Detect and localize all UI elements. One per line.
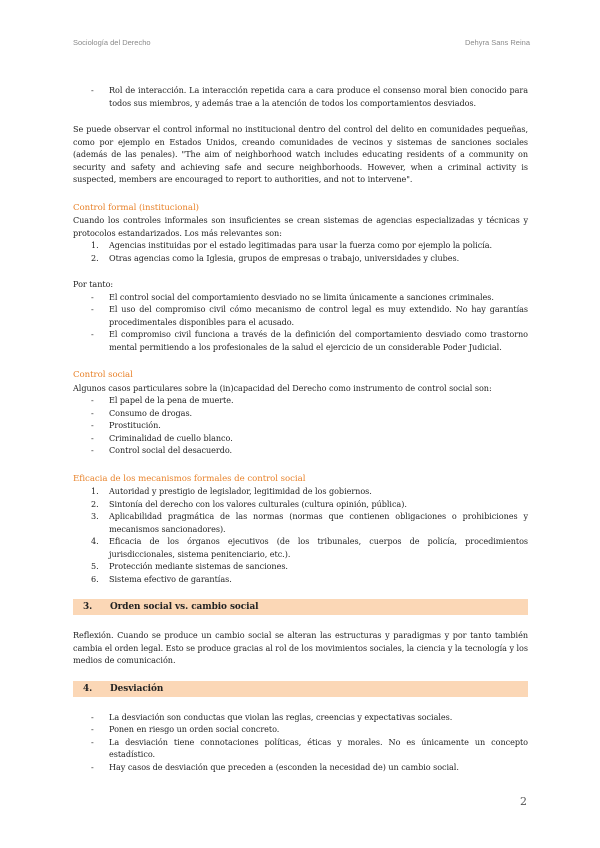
list-item: 5. Protección mediante sistemas de sanciones. (91, 561, 288, 571)
list-item: 1. Autoridad y prestigio de legislador, legitimidad de los gobiernos. (91, 486, 372, 496)
list-item: - Prostitución. (73, 419, 528, 432)
list-desviacion (73, 711, 528, 774)
list-item: 1. Agencias instituidas por el estado legitimadas para usar la fuerza como por ejemplo la policía. (91, 240, 493, 250)
list-item: 3. Aplicabilidad pragmática de las normas (normas que contienen obligaciones o prohibiciones y mecanismos sancionadores). (91, 511, 528, 534)
list-item: - Control social del desacuerdo. (73, 444, 528, 457)
list-item: - La desviación son conductas que violan las reglas, creencias y expectativas sociales. (73, 711, 528, 724)
list-item: - El compromiso civil funciona a través de la definición del comportamiento desviado como trastorno mental permitiendo a los profesionales de la salud el ejercicio de un considerable Poder Judicial. (73, 328, 528, 353)
intro-list (73, 84, 528, 109)
section-number: 3. (83, 602, 93, 612)
list-item: 4. Eficacia de los órganos ejecutivos (de los tribunales, cuerpos de policía, procedimientos jurisdiccionales, sistema penitenciario, etc.). (91, 536, 528, 559)
section-heading-orden-social (73, 599, 528, 615)
running-header-left: Sociología del Derecho (73, 38, 151, 47)
list-item: - La desviación tiene connotaciones políticas, éticas y morales. No es únicamente un concepto estadístico. (73, 736, 528, 761)
list-eficacia (73, 485, 528, 585)
list-item: - Criminalidad de cuello blanco. (73, 432, 528, 445)
page-number: 2 (520, 795, 527, 808)
list-item: 2. Sintonía del derecho con los valores culturales (cultura opinión, pública). (91, 498, 407, 509)
list-item: - El control social del comportamiento desviado no se limita únicamente a sanciones criminales. (73, 291, 528, 304)
paragraph-control-social: Algunos casos particulares sobre la (in)capacidad del Derecho como instrumento de control social son: (73, 382, 492, 393)
list-control-social (73, 394, 528, 457)
section-heading-desviacion (73, 681, 528, 697)
running-header-right: Dehyra Sans Reina (464, 38, 530, 47)
heading-control-formal: Control formal (institucional) (73, 202, 199, 213)
list-item: - El uso del compromiso civil cómo mecanismo de control legal es muy extendido. No hay garantías procedimentales disponibles para el acusado. (73, 303, 528, 328)
heading-eficacia: Eficacia de los mecanismos formales de control social (73, 473, 306, 484)
section-title: Desviación (110, 683, 164, 694)
list-item: 2. Otras agencias como la Iglesia, grupos de empresas o trabajo, universidades y clubes. (91, 252, 460, 263)
list-item: - Hay casos de desviación que preceden a (esconden la necesidad de) un cambio social. (73, 761, 528, 774)
list-item: - Rol de interacción. La interacción repetida cara a cara produce el consenso moral bien conocido para todos sus miembros, y además trae a la atención de todos los comportamientos desviados. (73, 84, 528, 109)
section-title: Orden social vs. cambio social (110, 602, 259, 612)
list-item: - Consumo de drogas. (73, 407, 528, 420)
paragraph-neighborhood-watch: Se puede observar el control informal no institucional dentro del control del delito en comunidades pequeñas, como por ejemplo en Estados Unidos, creando comunidades de vecinos y sistemas de sanciones sociales (además de las penales). "The aim of neighborhood watch includes educating residents of a community on security and safety and achieving safe and secure neighborhoods. However, when a criminal activity is suspected, members are encouraged to report to authorities, and not to intervene". (73, 124, 528, 184)
list-item: 6. Sistema efectivo de garantías. (91, 573, 232, 584)
label-por-tanto: Por tanto: (73, 279, 114, 289)
list-control-formal (73, 239, 528, 264)
heading-control-social: Control social (73, 370, 133, 380)
list-item: - El papel de la pena de muerte. (73, 394, 528, 407)
list-item: - Ponen en riesgo un orden social concreto. (73, 723, 528, 736)
section-number: 4. (83, 683, 93, 694)
list-por-tanto (73, 291, 528, 354)
paragraph-reflexion: Reflexión. Cuando se produce un cambio social se alteran las estructuras y paradigmas y por tanto también cambia el orden legal. Esto se produce gracias al rol de los movimientos sociales, la ciencia y la tecnología y los medios de comunicación. (73, 630, 528, 665)
paragraph-control-formal: Cuando los controles informales son insuficientes se crean sistemas de agencias especializadas y técnicas y protocolos estandarizados. Los más relevantes son: (73, 215, 528, 238)
page-content (73, 84, 528, 773)
